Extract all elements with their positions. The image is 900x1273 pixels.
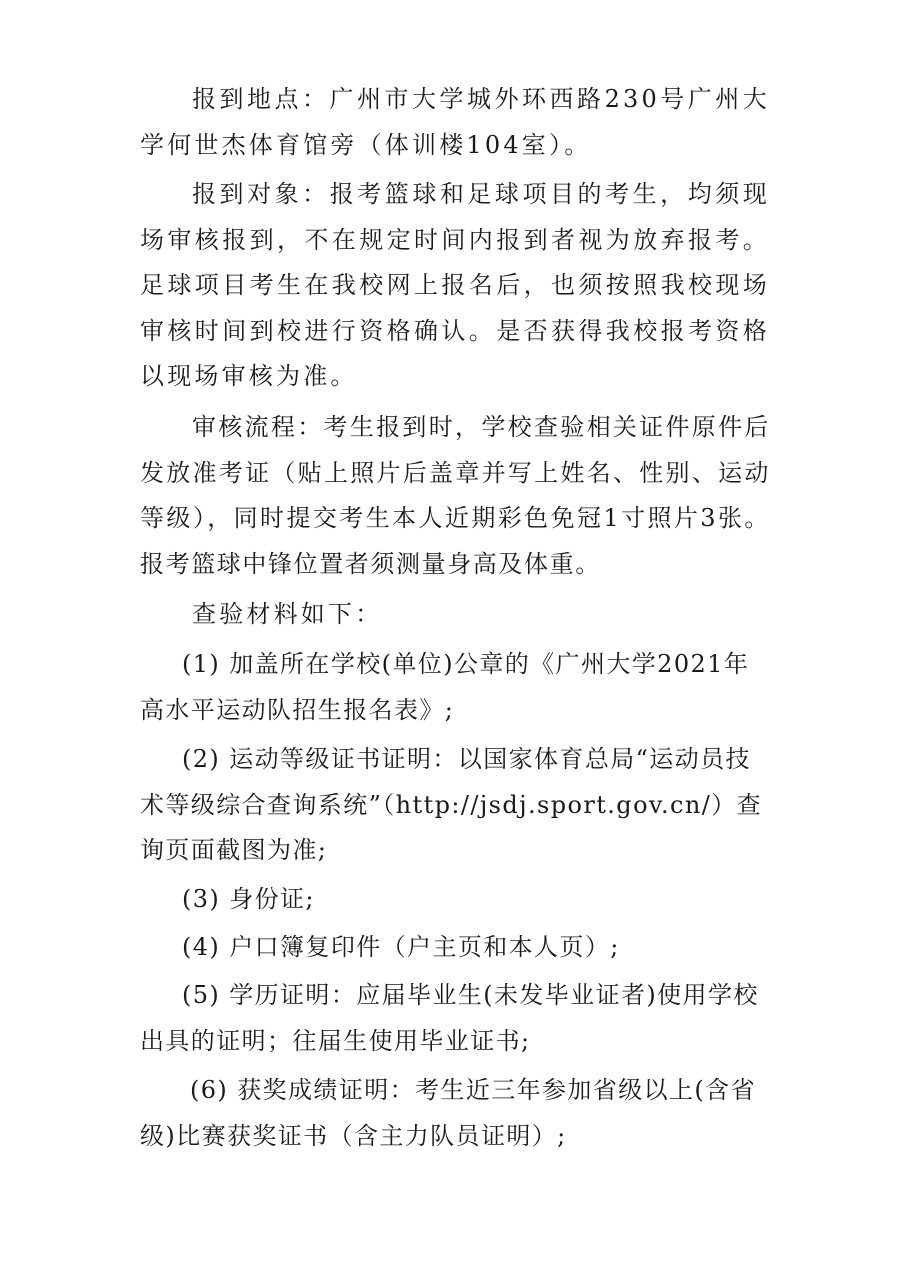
paragraph-location: 报到地点：广州市大学城外环西路230号广州大学何世杰体育馆旁（体训楼104室）。 — [140, 85, 770, 159]
materials-heading: 查验材料如下： — [192, 600, 383, 628]
material-item-3: (3) 身份证; — [182, 885, 315, 913]
paragraph-process: 审核流程：考生报到时，学校查验相关证件原件后发放准考证（贴上照片后盖章并写上姓名、性别、运动等级），同时提交考生本人近期彩色免冠1寸照片3张。报考篮球中锋位置者须测量身高及体重。 — [140, 413, 770, 578]
material-item-1: (1) 加盖所在学校(单位)公章的《广州大学2021年高水平运动队招生报名表》; — [140, 650, 750, 724]
paragraph-target: 报到对象：报考篮球和足球项目的考生，均须现场审核报到，不在规定时间内报到者视为放弃报考。足球项目考生在我校网上报名后，也须按照我校现场审核时间到校进行资格确认。是否获得我校报考资格以现场审核为准。 — [140, 180, 770, 390]
material-item-4: (4) 户口簿复印件（户主页和本人页）; — [182, 933, 620, 961]
material-item-2: (2) 运动等级证书证明：以国家体育总局“运动员技术等级综合查询系统”（http://jsdj.sport.gov.cn/）查询页面截图为准; — [140, 745, 763, 864]
material-item-6: (6) 获奖成绩证明：考生近三年参加省级以上(含省级)比赛获奖证书（含主力队员证明）; — [140, 1076, 756, 1150]
material-item-5: (5) 学历证明：应届毕业生(未发毕业证者)使用学校出具的证明；往届生使用毕业证书; — [140, 981, 759, 1055]
